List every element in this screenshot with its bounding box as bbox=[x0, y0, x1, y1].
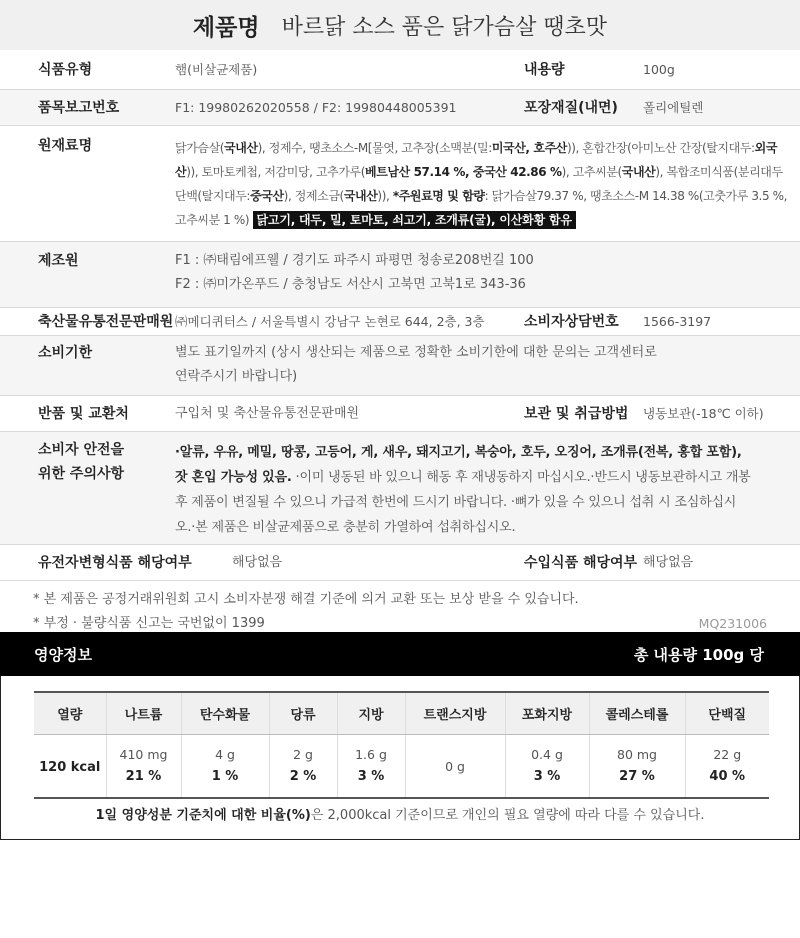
nutrient-cell bbox=[106, 734, 181, 798]
nutrient-percent: 2 % bbox=[289, 768, 317, 784]
nutrient-cell bbox=[405, 734, 505, 798]
raw-text-segment: ), 정제소금( bbox=[283, 189, 344, 203]
raw-text-segment: ), 고추씨분( bbox=[561, 165, 622, 179]
nutrient-amount: 4 g bbox=[215, 746, 235, 762]
nutrient-header: 트랜스지방 bbox=[405, 692, 505, 734]
seller-label: 축산물유통전문판매원 bbox=[38, 314, 174, 330]
maker-label: 제조원 bbox=[38, 253, 79, 269]
nutrition-table bbox=[34, 691, 769, 799]
nutrient-header: 지방 bbox=[337, 692, 405, 734]
notes bbox=[33, 588, 579, 636]
raw-text-segment: : 닭가슴살79.37 %, 땡초소스-M 14.38 %(고춧가루 3.5 %, 고추씨분 1 %) bbox=[175, 189, 788, 227]
nutrient-percent: 1 % bbox=[211, 768, 239, 784]
maker-line-1: F1 : ㈜태림에프웰 / 경기도 파주시 파평면 청송로208번길 100 bbox=[175, 253, 534, 268]
packaging-label: 포장재질(내면) bbox=[524, 100, 618, 116]
storage-value: 냉동보관(-18℃ 이하) bbox=[643, 406, 764, 421]
nutrient-amount: 2 g bbox=[293, 746, 313, 762]
nutrient-cell bbox=[589, 734, 685, 798]
nutrient-cell bbox=[34, 734, 106, 798]
raw-text-segment: ), 복합조미식품(분리대두단백(탈지대두: bbox=[175, 165, 783, 203]
raw-origin-bold: 국내산 bbox=[224, 141, 258, 155]
nutrient-header: 단백질 bbox=[685, 692, 769, 734]
raw-text-segment: ), 정제수, 땡초소스-M[물엿, 고추장(소맥분(밀: bbox=[257, 141, 492, 155]
raw-origin-bold: 국내산 bbox=[343, 189, 378, 203]
nutrition-header bbox=[0, 632, 800, 676]
consult-label: 소비자상담번호 bbox=[524, 314, 619, 330]
row-maker bbox=[0, 242, 800, 308]
nutrition-per: 총 내용량 100g 당 bbox=[633, 646, 764, 664]
raw-materials-label: 원재료명 bbox=[38, 138, 93, 154]
volume-label: 내용량 bbox=[524, 62, 565, 78]
expiry-line-1: 별도 표기일까지 (상시 생산되는 제품으로 정확한 소비기한에 대한 문의는 고객센터로 bbox=[175, 345, 657, 360]
expiry-label: 소비기한 bbox=[38, 345, 93, 361]
raw-origin-bold: 베트남산 57.14 %, 중국산 42.86 % bbox=[365, 165, 562, 179]
raw-origin-bold: 국내산 bbox=[621, 165, 656, 179]
seller-value: ㈜메디퀴터스 / 서울특별시 강남구 논현로 644, 2층, 3층 bbox=[175, 314, 485, 329]
row-raw-materials bbox=[0, 126, 800, 242]
nutrient-amount: 410 mg bbox=[119, 746, 168, 762]
nutrient-percent: 40 % bbox=[709, 768, 746, 784]
raw-materials-text bbox=[175, 136, 790, 232]
safety-label-line-1: 소비자 안전을 bbox=[38, 442, 125, 458]
volume-value: 100g bbox=[643, 62, 675, 77]
gmo-value: 해당없음 bbox=[232, 555, 283, 570]
report-no-label: 품목보고번호 bbox=[38, 100, 120, 116]
return-value: 구입처 및 축산물유통전문판매원 bbox=[175, 406, 360, 421]
row-return bbox=[0, 396, 800, 432]
calories-value: 120 kcal bbox=[39, 760, 101, 776]
nutrient-header: 포화지방 bbox=[505, 692, 589, 734]
nutrient-cell bbox=[685, 734, 769, 798]
note-report: * 부정 · 불량식품 신고는 국번없이 1399 bbox=[33, 616, 265, 631]
raw-text-segment: )), bbox=[377, 189, 393, 203]
return-label: 반품 및 교환처 bbox=[38, 406, 129, 422]
nutrient-cell bbox=[337, 734, 405, 798]
nutrition-box bbox=[0, 676, 800, 840]
import-value: 해당없음 bbox=[643, 555, 694, 570]
expiry-line-2: 연락주시기 바랍니다) bbox=[175, 369, 298, 384]
raw-origin-bold: 중국산 bbox=[250, 189, 284, 203]
safety-text bbox=[175, 440, 755, 540]
nutrition-footnote-bold: 1일 영양성분 기준치에 대한 비율(%) bbox=[95, 808, 311, 823]
nutrition-footnote-text: 은 2,000kcal 기준이므로 개인의 필요 열량에 따라 다를 수 있습니다. bbox=[310, 808, 705, 823]
nutrient-amount: 0.4 g bbox=[531, 746, 563, 762]
row-report-no bbox=[0, 90, 800, 126]
row-seller bbox=[0, 308, 800, 336]
nutrient-percent: 3 % bbox=[533, 768, 561, 784]
nutrition-footnote bbox=[1, 804, 799, 823]
report-no-value: F1: 19980262020558 / F2: 19980448005391 bbox=[175, 100, 457, 115]
raw-origin-bold: 외국산 bbox=[175, 141, 778, 179]
nutrition-header-row bbox=[34, 692, 769, 734]
consult-value: 1566-3197 bbox=[643, 314, 712, 329]
nutrient-header: 열량 bbox=[34, 692, 106, 734]
title-bar bbox=[0, 0, 800, 50]
note-dispute: * 본 제품은 공정거래위원회 고시 소비자분쟁 해결 기준에 의거 교환 또는 보상 받을 수 있습니다. bbox=[33, 592, 579, 607]
raw-origin-bold: 미국산, 호주산 bbox=[491, 141, 567, 155]
gmo-label: 유전자변형식품 해당여부 bbox=[38, 555, 192, 571]
row-expiry bbox=[0, 336, 800, 396]
allergen-highlight: 닭고기, 대두, 밀, 토마토, 쇠고기, 조개류(굴), 이산화황 함유 bbox=[253, 211, 576, 229]
raw-text-segment: )), 토마토케첩, 저감미당, 고추가루( bbox=[186, 165, 366, 179]
product-name: 바르닭 소스 품은 닭가슴살 땡초맛 bbox=[281, 14, 608, 40]
nutrient-percent: 21 % bbox=[125, 768, 162, 784]
nutrient-amount: 22 g bbox=[713, 746, 742, 762]
safety-allergen-text: ·알류, 우유, 메밀, 땅콩, 고등어, 게, 새우, 돼지고기, 복숭아, 호두, 오징어, 조개류(전복, 홍합 포함), 잣 혼입 가능성 있음. bbox=[175, 445, 742, 485]
raw-text-segment: 닭가슴살( bbox=[175, 141, 225, 155]
nutrient-header: 콜레스테롤 bbox=[589, 692, 685, 734]
nutrient-percent: 27 % bbox=[619, 768, 655, 784]
nutrient-cell bbox=[181, 734, 269, 798]
product-code: MQ231006 bbox=[698, 616, 767, 631]
safety-caution-text: ·이미 냉동된 바 있으니 해동 후 재냉동하지 마십시오.·반드시 냉동보관하시고 개봉 후 제품이 변질될 수 있으니 가급적 한번에 드시기 바랍니다. ·뼈가 있을 수 있으니 섭취 시 조심하십시오.·본 제품은 비살균제품으로 충분히 가열하여 섭취하십시오. bbox=[175, 470, 751, 535]
packaging-value: 폴리에틸렌 bbox=[643, 100, 704, 115]
nutrient-amount: 80 mg bbox=[617, 746, 657, 762]
nutrient-header: 당류 bbox=[269, 692, 337, 734]
nutrition-title: 영양정보 bbox=[34, 646, 92, 664]
import-label: 수입식품 해당여부 bbox=[524, 555, 638, 571]
nutrient-header: 나트륨 bbox=[106, 692, 181, 734]
safety-label-line-2: 위한 주의사항 bbox=[38, 466, 125, 482]
raw-text-segment: )), 혼합간장(아미노산 간장(탈지대두: bbox=[566, 141, 755, 155]
row-gmo bbox=[0, 545, 800, 581]
nutrient-percent: 3 % bbox=[357, 768, 385, 784]
nutrition-value-row bbox=[34, 734, 769, 798]
nutrient-header: 탄수화물 bbox=[181, 692, 269, 734]
row-food-type bbox=[0, 50, 800, 90]
nutrient-cell bbox=[269, 734, 337, 798]
food-type-label: 식품유형 bbox=[38, 62, 93, 78]
nutrient-amount: 0 g bbox=[445, 759, 465, 775]
storage-label: 보관 및 취급방법 bbox=[524, 406, 629, 422]
nutrient-cell bbox=[505, 734, 589, 798]
maker-line-2: F2 : ㈜미가온푸드 / 충청남도 서산시 고북면 고북1로 343-36 bbox=[175, 277, 526, 292]
raw-origin-bold: *주원료명 및 함량 bbox=[392, 189, 485, 203]
product-name-label: 제품명 bbox=[192, 14, 260, 41]
nutrient-amount: 1.6 g bbox=[355, 746, 387, 762]
food-type-value: 햄(비살균제품) bbox=[175, 62, 258, 77]
row-safety bbox=[0, 432, 800, 545]
